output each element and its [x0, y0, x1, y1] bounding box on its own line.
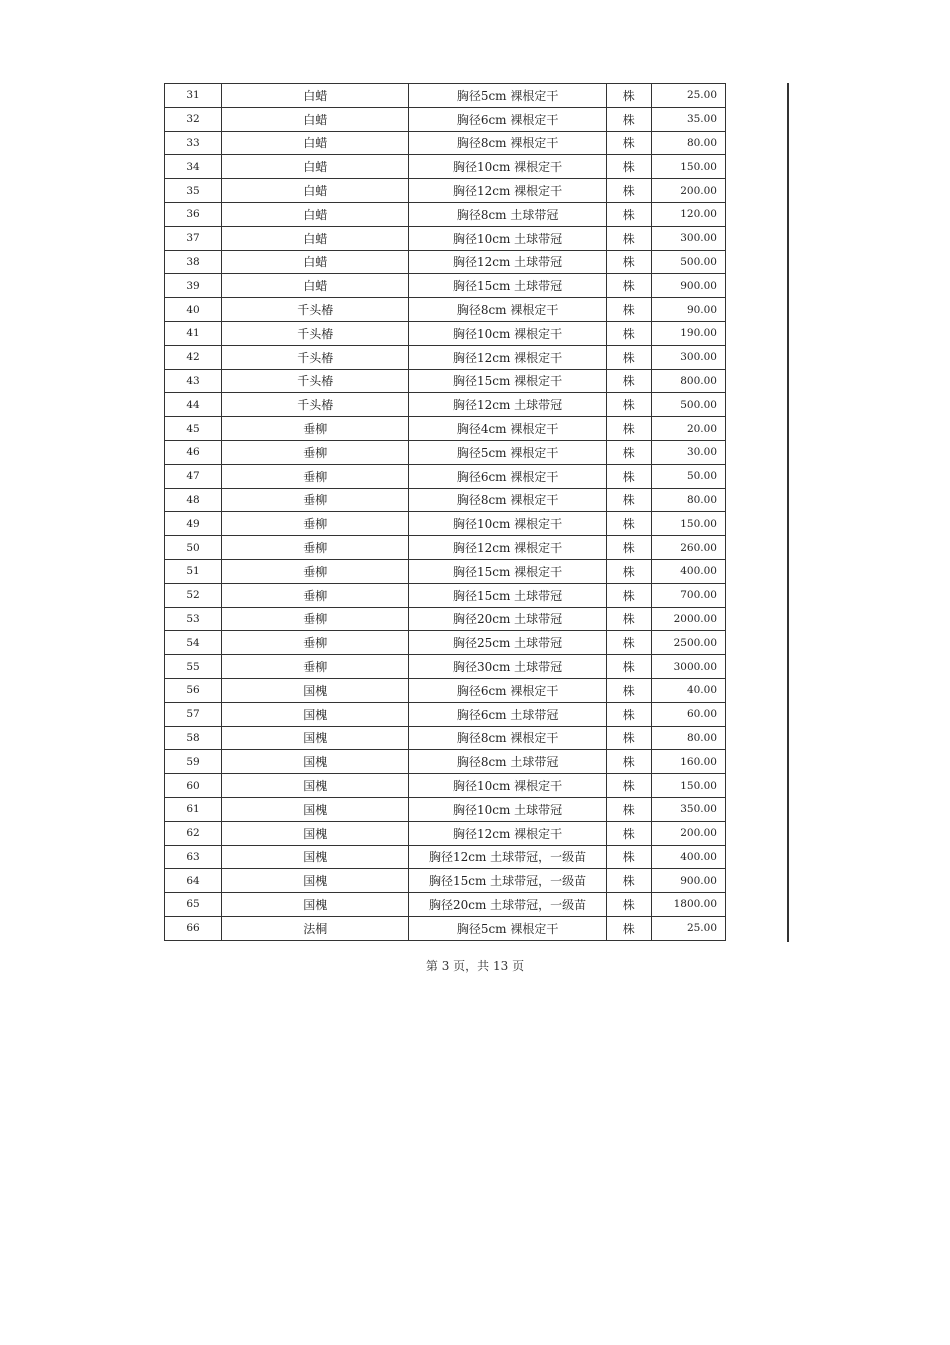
unit-cell: 株 [606, 678, 651, 702]
seedling-price-table [164, 83, 726, 941]
specification-cell: 胸径6cm 裸根定干 [409, 464, 606, 488]
specification-cell: 胸径15cm 土球带冠 [409, 274, 606, 298]
row-number-cell: 49 [165, 512, 222, 536]
tree-name-cell: 千头椿 [222, 298, 409, 322]
table-row [165, 131, 726, 155]
price-cell: 2500.00 [651, 631, 725, 655]
specification-cell: 胸径8cm 裸根定干 [409, 488, 606, 512]
table-row [165, 274, 726, 298]
tree-name-cell: 白蜡 [222, 202, 409, 226]
unit-cell: 株 [606, 607, 651, 631]
unit-cell: 株 [606, 774, 651, 798]
unit-cell: 株 [606, 298, 651, 322]
unit-cell: 株 [606, 393, 651, 417]
price-cell: 500.00 [651, 250, 725, 274]
tree-name-cell: 国槐 [222, 702, 409, 726]
tree-name-cell: 千头椿 [222, 321, 409, 345]
tree-name-cell: 白蜡 [222, 226, 409, 250]
price-cell: 260.00 [651, 536, 725, 560]
price-cell: 800.00 [651, 369, 725, 393]
row-number-cell: 60 [165, 774, 222, 798]
table-row [165, 464, 726, 488]
unit-cell: 株 [606, 845, 651, 869]
tree-name-cell: 白蜡 [222, 179, 409, 203]
table-row [165, 440, 726, 464]
table-row [165, 774, 726, 798]
price-cell: 350.00 [651, 797, 725, 821]
price-cell: 30.00 [651, 440, 725, 464]
specification-cell: 胸径8cm 土球带冠 [409, 202, 606, 226]
row-number-cell: 41 [165, 321, 222, 345]
table-row [165, 226, 726, 250]
specification-cell: 胸径12cm 裸根定干 [409, 345, 606, 369]
specification-cell: 胸径10cm 裸根定干 [409, 512, 606, 536]
table-row [165, 726, 726, 750]
unit-cell: 株 [606, 916, 651, 940]
tree-name-cell: 千头椿 [222, 393, 409, 417]
price-cell: 900.00 [651, 869, 725, 893]
tree-name-cell: 垂柳 [222, 607, 409, 631]
specification-cell: 胸径15cm 裸根定干 [409, 369, 606, 393]
price-cell: 200.00 [651, 179, 725, 203]
table-row [165, 797, 726, 821]
tree-name-cell: 垂柳 [222, 440, 409, 464]
tree-name-cell: 国槐 [222, 893, 409, 917]
row-number-cell: 38 [165, 250, 222, 274]
unit-cell: 株 [606, 488, 651, 512]
row-number-cell: 39 [165, 274, 222, 298]
tree-name-cell: 国槐 [222, 750, 409, 774]
specification-cell: 胸径12cm 土球带冠 [409, 250, 606, 274]
price-cell: 150.00 [651, 155, 725, 179]
price-cell: 200.00 [651, 821, 725, 845]
table-row [165, 916, 726, 940]
unit-cell: 株 [606, 250, 651, 274]
specification-cell: 胸径12cm 土球带冠，一级苗 [409, 845, 606, 869]
row-number-cell: 45 [165, 417, 222, 441]
price-cell: 20.00 [651, 417, 725, 441]
table-row [165, 869, 726, 893]
row-number-cell: 31 [165, 84, 222, 108]
row-number-cell: 56 [165, 678, 222, 702]
unit-cell: 株 [606, 321, 651, 345]
unit-cell: 株 [606, 131, 651, 155]
price-cell: 300.00 [651, 345, 725, 369]
price-cell: 90.00 [651, 298, 725, 322]
row-number-cell: 54 [165, 631, 222, 655]
specification-cell: 胸径5cm 裸根定干 [409, 440, 606, 464]
price-cell: 500.00 [651, 393, 725, 417]
unit-cell: 株 [606, 107, 651, 131]
tree-name-cell: 垂柳 [222, 464, 409, 488]
price-cell: 900.00 [651, 274, 725, 298]
table-row [165, 607, 726, 631]
table-row [165, 345, 726, 369]
unit-cell: 株 [606, 536, 651, 560]
unit-cell: 株 [606, 559, 651, 583]
unit-cell: 株 [606, 631, 651, 655]
unit-cell: 株 [606, 369, 651, 393]
price-cell: 50.00 [651, 464, 725, 488]
table-row [165, 321, 726, 345]
table-row [165, 84, 726, 108]
table-row [165, 107, 726, 131]
specification-cell: 胸径8cm 裸根定干 [409, 726, 606, 750]
row-number-cell: 47 [165, 464, 222, 488]
unit-cell: 株 [606, 226, 651, 250]
tree-name-cell: 国槐 [222, 821, 409, 845]
specification-cell: 胸径25cm 土球带冠 [409, 631, 606, 655]
tree-name-cell: 垂柳 [222, 583, 409, 607]
table-row [165, 821, 726, 845]
price-cell: 25.00 [651, 84, 725, 108]
table-row [165, 750, 726, 774]
price-cell: 400.00 [651, 845, 725, 869]
tree-name-cell: 垂柳 [222, 512, 409, 536]
unit-cell: 株 [606, 274, 651, 298]
table-row [165, 155, 726, 179]
specification-cell: 胸径8cm 裸根定干 [409, 298, 606, 322]
price-cell: 150.00 [651, 774, 725, 798]
specification-cell: 胸径6cm 裸根定干 [409, 678, 606, 702]
table-row [165, 845, 726, 869]
table-row [165, 512, 726, 536]
unit-cell: 株 [606, 512, 651, 536]
specification-cell: 胸径4cm 裸根定干 [409, 417, 606, 441]
specification-cell: 胸径12cm 裸根定干 [409, 179, 606, 203]
specification-cell: 胸径20cm 土球带冠，一级苗 [409, 893, 606, 917]
unit-cell: 株 [606, 440, 651, 464]
specification-cell: 胸径10cm 土球带冠 [409, 797, 606, 821]
tree-name-cell: 白蜡 [222, 274, 409, 298]
table-row [165, 536, 726, 560]
tree-name-cell: 国槐 [222, 726, 409, 750]
unit-cell: 株 [606, 202, 651, 226]
tree-name-cell: 国槐 [222, 845, 409, 869]
specification-cell: 胸径15cm 裸根定干 [409, 559, 606, 583]
row-number-cell: 35 [165, 179, 222, 203]
price-cell: 300.00 [651, 226, 725, 250]
tree-name-cell: 国槐 [222, 869, 409, 893]
price-cell: 25.00 [651, 916, 725, 940]
table-body [165, 84, 726, 941]
specification-cell: 胸径12cm 裸根定干 [409, 821, 606, 845]
specification-cell: 胸径10cm 土球带冠 [409, 226, 606, 250]
price-cell: 3000.00 [651, 655, 725, 679]
row-number-cell: 64 [165, 869, 222, 893]
row-number-cell: 63 [165, 845, 222, 869]
unit-cell: 株 [606, 155, 651, 179]
table-row [165, 631, 726, 655]
tree-name-cell: 白蜡 [222, 107, 409, 131]
price-cell: 40.00 [651, 678, 725, 702]
unit-cell: 株 [606, 750, 651, 774]
specification-cell: 胸径15cm 土球带冠 [409, 583, 606, 607]
specification-cell: 胸径12cm 裸根定干 [409, 536, 606, 560]
row-number-cell: 52 [165, 583, 222, 607]
table-row [165, 702, 726, 726]
table-row [165, 417, 726, 441]
price-cell: 120.00 [651, 202, 725, 226]
row-number-cell: 48 [165, 488, 222, 512]
row-number-cell: 58 [165, 726, 222, 750]
specification-cell: 胸径15cm 土球带冠，一级苗 [409, 869, 606, 893]
row-number-cell: 42 [165, 345, 222, 369]
specification-cell: 胸径6cm 裸根定干 [409, 107, 606, 131]
table-row [165, 655, 726, 679]
tree-name-cell: 千头椿 [222, 345, 409, 369]
tree-name-cell: 国槐 [222, 678, 409, 702]
unit-cell: 株 [606, 345, 651, 369]
row-number-cell: 53 [165, 607, 222, 631]
row-number-cell: 34 [165, 155, 222, 179]
unit-cell: 株 [606, 821, 651, 845]
unit-cell: 株 [606, 726, 651, 750]
page-footer: 第 3 页，共 13 页 [425, 959, 525, 973]
specification-cell: 胸径12cm 土球带冠 [409, 393, 606, 417]
specification-cell: 胸径6cm 土球带冠 [409, 702, 606, 726]
row-number-cell: 44 [165, 393, 222, 417]
unit-cell: 株 [606, 655, 651, 679]
row-number-cell: 51 [165, 559, 222, 583]
unit-cell: 株 [606, 84, 651, 108]
tree-name-cell: 垂柳 [222, 488, 409, 512]
row-number-cell: 57 [165, 702, 222, 726]
table-row [165, 298, 726, 322]
specification-cell: 胸径8cm 裸根定干 [409, 131, 606, 155]
row-number-cell: 40 [165, 298, 222, 322]
row-number-cell: 43 [165, 369, 222, 393]
specification-cell: 胸径10cm 裸根定干 [409, 774, 606, 798]
tree-name-cell: 垂柳 [222, 536, 409, 560]
unit-cell: 株 [606, 417, 651, 441]
table-row [165, 488, 726, 512]
tree-name-cell: 垂柳 [222, 417, 409, 441]
unit-cell: 株 [606, 869, 651, 893]
tree-name-cell: 白蜡 [222, 250, 409, 274]
price-cell: 2000.00 [651, 607, 725, 631]
tree-name-cell: 白蜡 [222, 84, 409, 108]
unit-cell: 株 [606, 893, 651, 917]
specification-cell: 胸径5cm 裸根定干 [409, 916, 606, 940]
row-number-cell: 46 [165, 440, 222, 464]
row-number-cell: 55 [165, 655, 222, 679]
specification-cell: 胸径20cm 土球带冠 [409, 607, 606, 631]
row-number-cell: 66 [165, 916, 222, 940]
table-row [165, 250, 726, 274]
tree-name-cell: 垂柳 [222, 559, 409, 583]
table-row [165, 179, 726, 203]
unit-cell: 株 [606, 702, 651, 726]
price-cell: 80.00 [651, 726, 725, 750]
row-number-cell: 61 [165, 797, 222, 821]
table-row [165, 202, 726, 226]
row-number-cell: 32 [165, 107, 222, 131]
table-row [165, 393, 726, 417]
row-number-cell: 65 [165, 893, 222, 917]
unit-cell: 株 [606, 464, 651, 488]
tree-name-cell: 垂柳 [222, 655, 409, 679]
price-cell: 160.00 [651, 750, 725, 774]
table-row [165, 678, 726, 702]
specification-cell: 胸径5cm 裸根定干 [409, 84, 606, 108]
tree-name-cell: 千头椿 [222, 369, 409, 393]
price-cell: 700.00 [651, 583, 725, 607]
specification-cell: 胸径10cm 裸根定干 [409, 321, 606, 345]
specification-cell: 胸径30cm 土球带冠 [409, 655, 606, 679]
specification-cell: 胸径8cm 土球带冠 [409, 750, 606, 774]
right-border-line [787, 83, 789, 942]
tree-name-cell: 白蜡 [222, 155, 409, 179]
tree-name-cell: 法桐 [222, 916, 409, 940]
unit-cell: 株 [606, 179, 651, 203]
table-row [165, 369, 726, 393]
price-cell: 60.00 [651, 702, 725, 726]
price-cell: 190.00 [651, 321, 725, 345]
price-cell: 80.00 [651, 488, 725, 512]
row-number-cell: 33 [165, 131, 222, 155]
table-row [165, 559, 726, 583]
price-cell: 80.00 [651, 131, 725, 155]
unit-cell: 株 [606, 583, 651, 607]
price-cell: 1800.00 [651, 893, 725, 917]
price-cell: 35.00 [651, 107, 725, 131]
row-number-cell: 36 [165, 202, 222, 226]
unit-cell: 株 [606, 797, 651, 821]
price-cell: 400.00 [651, 559, 725, 583]
specification-cell: 胸径10cm 裸根定干 [409, 155, 606, 179]
tree-name-cell: 国槐 [222, 774, 409, 798]
tree-name-cell: 白蜡 [222, 131, 409, 155]
row-number-cell: 62 [165, 821, 222, 845]
table-row [165, 893, 726, 917]
row-number-cell: 50 [165, 536, 222, 560]
tree-name-cell: 垂柳 [222, 631, 409, 655]
row-number-cell: 37 [165, 226, 222, 250]
table-row [165, 583, 726, 607]
tree-name-cell: 国槐 [222, 797, 409, 821]
row-number-cell: 59 [165, 750, 222, 774]
price-cell: 150.00 [651, 512, 725, 536]
